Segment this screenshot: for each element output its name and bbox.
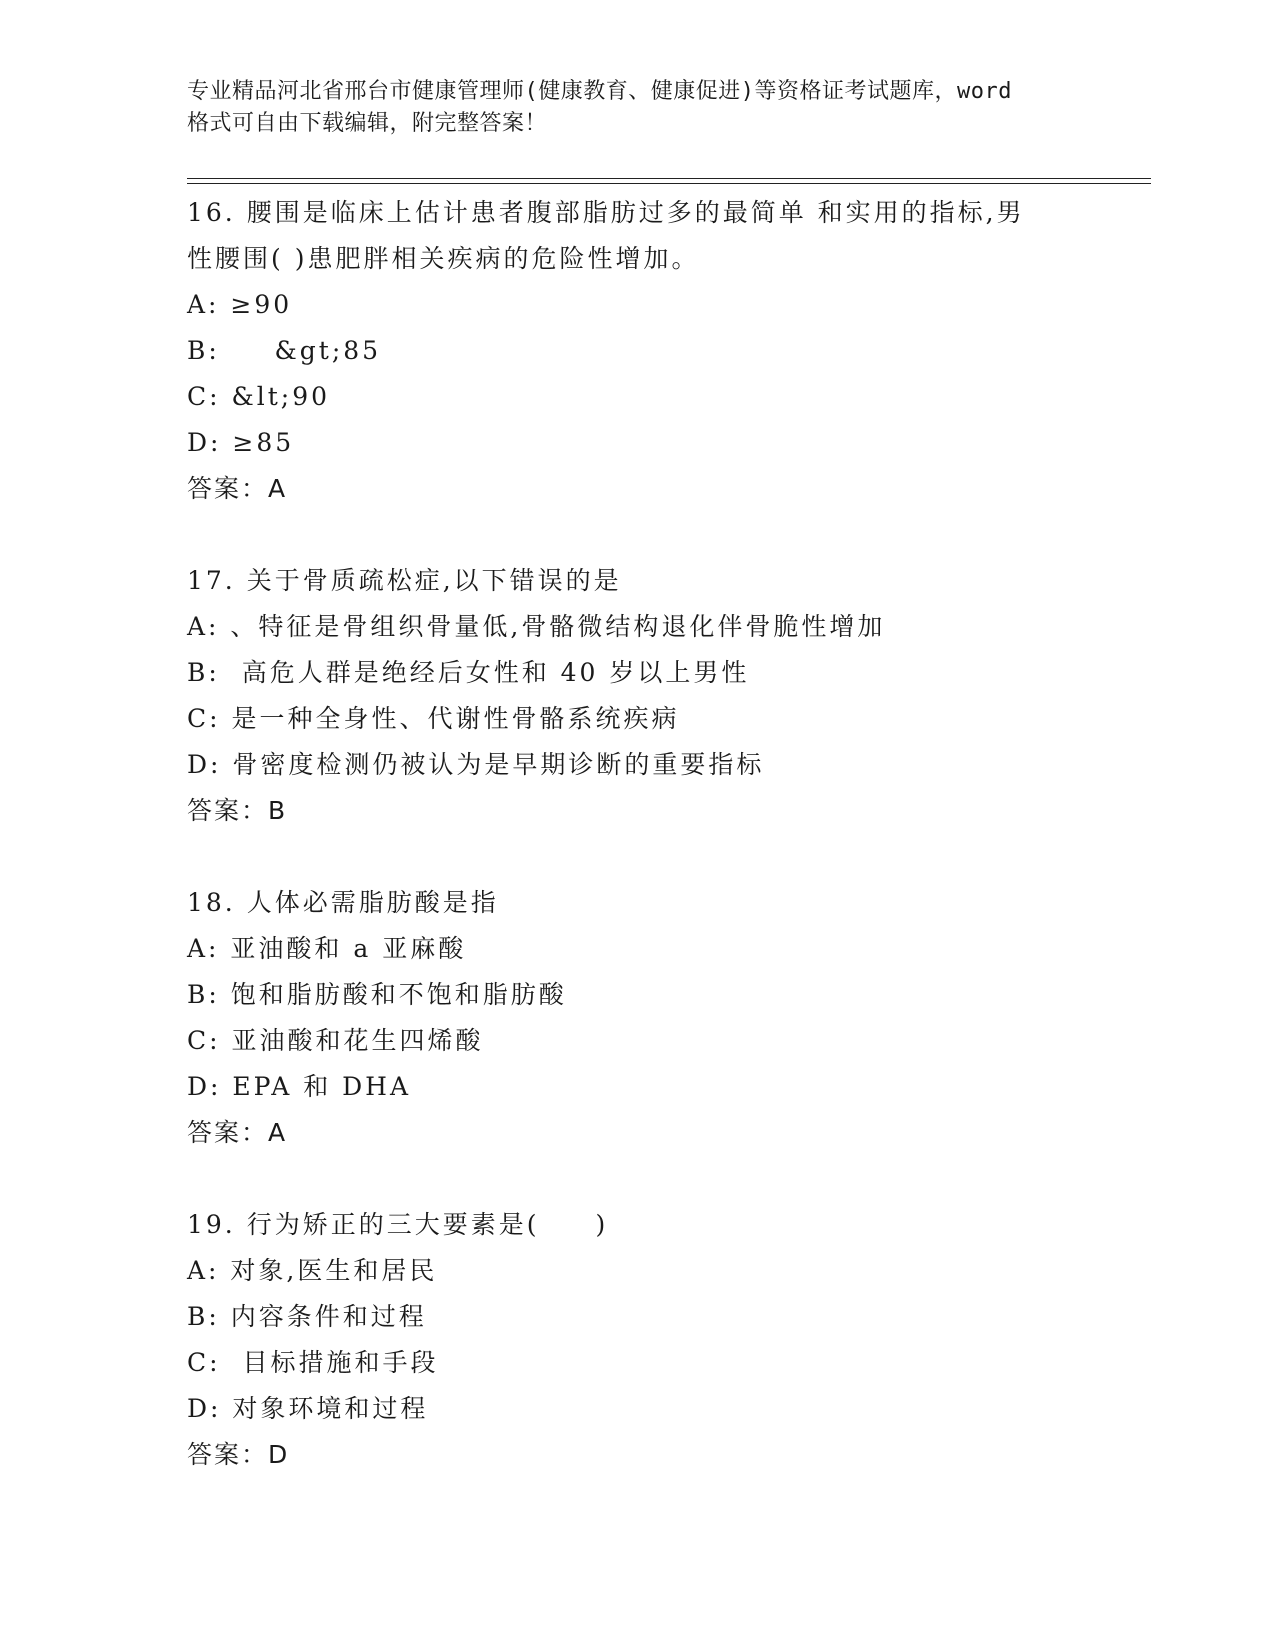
question-stem: 17. 关于骨质疏松症,以下错误的是 (187, 566, 622, 595)
option-a: A: 对象,医生和居民 (187, 1256, 438, 1285)
option-b: B: &gt;85 (187, 336, 382, 365)
option-d: D: ≥85 (187, 428, 295, 457)
option-c: C: 目标措施和手段 (187, 1348, 439, 1377)
question-stem-continued: 性腰围( )患肥胖相关疾病的危险性增加。 (187, 244, 700, 273)
document-header (187, 76, 1087, 140)
option-c: C: &lt;90 (187, 382, 331, 411)
option-a: A: 、特征是骨组织骨量低,骨骼微结构退化伴骨脆性增加 (187, 612, 886, 641)
question-16 (187, 190, 1127, 512)
answer: 答案：D (187, 1440, 290, 1469)
question-stem: 19. 行为矫正的三大要素是( ) (187, 1210, 609, 1239)
question-stem: 16. 腰围是临床上估计患者腹部脂肪过多的最简单 和实用的指标,男 (187, 198, 1025, 227)
question-stem: 18. 人体必需脂肪酸是指 (187, 888, 499, 917)
answer: 答案：A (187, 474, 288, 503)
answer: 答案：A (187, 1118, 288, 1147)
header-divider-top (187, 178, 1151, 179)
option-b: B: 高危人群是绝经后女性和 40 岁以上男性 (187, 658, 750, 687)
question-18 (187, 880, 1127, 1156)
header-line-2: 格式可自由下载编辑，附完整答案！ (187, 111, 548, 136)
question-17 (187, 558, 1127, 834)
option-c: C: 是一种全身性、代谢性骨骼系统疾病 (187, 704, 680, 733)
header-line-1: 专业精品河北省邢台市健康管理师(健康教育、健康促进)等资格证考试题库，word (187, 79, 1012, 104)
option-a: A: ≥90 (187, 290, 293, 319)
option-c: C: 亚油酸和花生四烯酸 (187, 1026, 484, 1055)
answer: 答案：B (187, 796, 288, 825)
question-19 (187, 1202, 1127, 1478)
option-d: D: 对象环境和过程 (187, 1394, 429, 1423)
header-divider-bottom (187, 183, 1151, 184)
option-b: B: 内容条件和过程 (187, 1302, 427, 1331)
option-d: D: 骨密度检测仍被认为是早期诊断的重要指标 (187, 750, 765, 779)
option-a: A: 亚油酸和 a 亚麻酸 (187, 934, 467, 963)
option-b: B: 饱和脂肪酸和不饱和脂肪酸 (187, 980, 567, 1009)
question-list (187, 190, 1127, 1524)
option-d: D: EPA 和 DHA (187, 1072, 412, 1101)
